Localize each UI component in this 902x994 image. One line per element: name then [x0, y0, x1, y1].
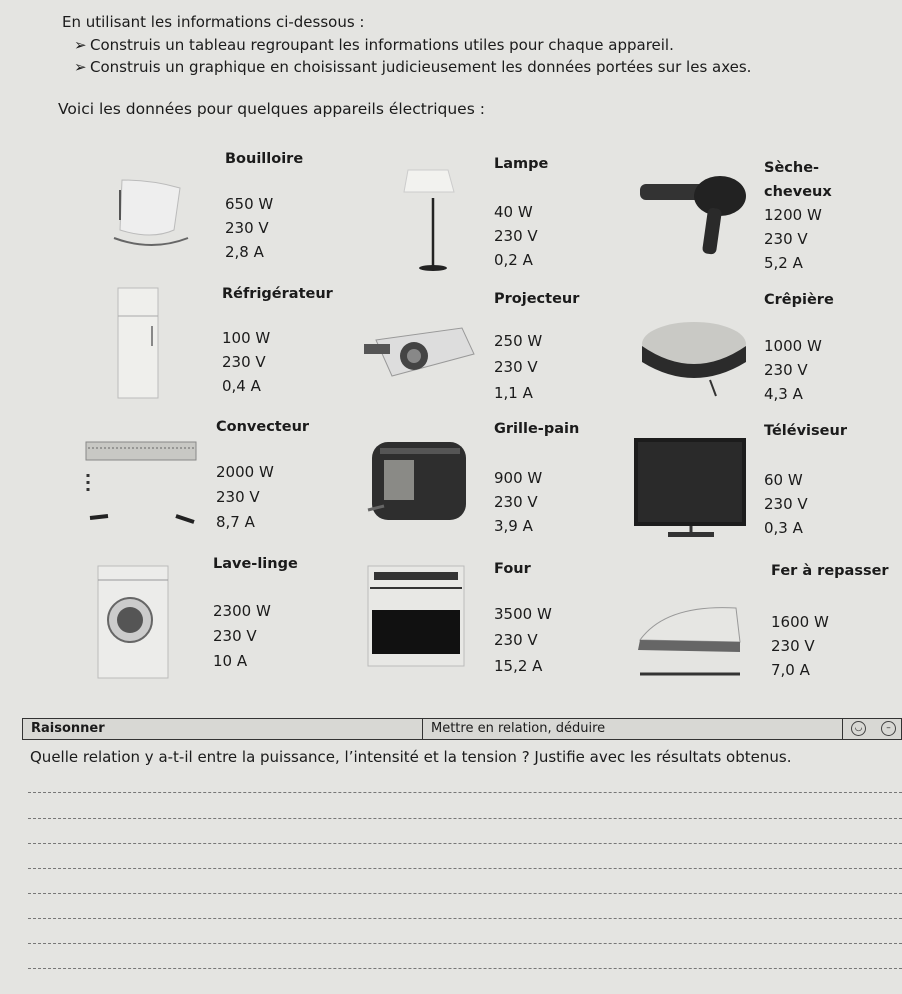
answer-line [28, 968, 902, 969]
voltage-value: 230 V [771, 637, 815, 655]
appliance-iron [771, 563, 902, 693]
skill-assessment-bar [22, 718, 902, 740]
answer-line [28, 943, 902, 944]
voltage-value: 230 V [764, 495, 808, 513]
power-value: 900 W [494, 469, 543, 487]
question-text: Quelle relation y a-t-il entre la puissance, l’intensité et la tension ? Justifie avec les résultats obtenus. [30, 748, 792, 766]
power-value: 1600 W [771, 613, 829, 631]
crepe-maker-icon [640, 318, 752, 402]
power-value: 60 W [764, 471, 803, 489]
current-value: 2,8 A [225, 243, 264, 261]
voltage-value: 230 V [216, 488, 260, 506]
answer-line [28, 792, 902, 793]
hair-dryer-icon [640, 174, 750, 268]
current-value: 4,3 A [764, 385, 803, 403]
current-value: 0,4 A [222, 377, 261, 395]
voltage-value: 230 V [222, 353, 266, 371]
lamp-icon [400, 168, 460, 282]
power-value: 1000 W [764, 337, 822, 355]
power-value: 2000 W [216, 463, 274, 481]
current-value: 0,3 A [764, 519, 803, 537]
power-value: 650 W [225, 195, 274, 213]
appliance-television [764, 423, 902, 553]
appliance-crepe-maker [764, 292, 902, 422]
voltage-value: 230 V [764, 361, 808, 379]
appliance-name: Fer à repasser [771, 563, 889, 579]
data-intro-sentence: Voici les données pour quelques appareils électriques : [58, 100, 485, 118]
current-value: 3,9 A [494, 517, 533, 535]
smiley-neutral-icon: – [881, 721, 896, 736]
power-value: 250 W [494, 332, 543, 350]
skill-label: Raisonner [23, 719, 423, 739]
iron-icon [636, 598, 746, 682]
arrow-bullet-icon: ➢ [74, 58, 87, 76]
voltage-value: 230 V [494, 631, 538, 649]
television-icon [634, 436, 749, 550]
answer-line [28, 818, 902, 819]
voltage-value: 230 V [494, 358, 538, 376]
power-value: 40 W [494, 203, 533, 221]
current-value: 1,1 A [494, 384, 533, 402]
power-value: 100 W [222, 329, 271, 347]
appliance-name: Réfrigérateur [222, 286, 333, 302]
current-value: 5,2 A [764, 254, 803, 272]
voltage-value: 230 V [764, 230, 808, 248]
power-value: 3500 W [494, 605, 552, 623]
skill-description: Mettre en relation, déduire [423, 719, 843, 739]
washing-machine-icon [96, 562, 176, 686]
instruction-bullet-2: ➢ Construis un graphique en choisissant judicieusement les données portées sur les axes. [74, 58, 752, 76]
heater-icon [84, 438, 199, 532]
fridge-icon [116, 286, 166, 405]
answer-line [28, 918, 902, 919]
appliance-name: Lave-linge [213, 556, 298, 572]
appliance-name: Four [494, 561, 531, 577]
instruction-bullet-1: ➢ Construis un tableau regroupant les informations utiles pour chaque appareil. [74, 36, 674, 54]
answer-line [28, 868, 902, 869]
voltage-value: 230 V [494, 493, 538, 511]
voltage-value: 230 V [213, 627, 257, 645]
smiley-happy-icon: ◡ [851, 721, 866, 736]
power-value: 2300 W [213, 602, 271, 620]
power-value: 1200 W [764, 206, 822, 224]
answer-line [28, 843, 902, 844]
current-value: 7,0 A [771, 661, 810, 679]
projector-icon [362, 320, 482, 386]
voltage-value: 230 V [494, 227, 538, 245]
instructions-intro: En utilisant les informations ci-dessous : [62, 13, 365, 31]
voltage-value: 230 V [225, 219, 269, 237]
appliance-name: Crêpière [764, 292, 834, 308]
appliance-name: Grille-pain [494, 421, 580, 437]
oven-icon [366, 562, 466, 676]
appliance-name: Convecteur [216, 419, 310, 435]
appliance-name: Téléviseur [764, 423, 847, 439]
appliance-name: Bouilloire [225, 151, 304, 167]
current-value: 10 A [213, 652, 248, 670]
current-value: 15,2 A [494, 657, 543, 675]
appliance-name: Sèche- [764, 160, 820, 176]
appliance-hair-dryer [764, 160, 902, 290]
appliance-name-line2: cheveux [764, 184, 832, 200]
kettle-icon [112, 160, 192, 254]
current-value: 8,7 A [216, 513, 255, 531]
current-value: 0,2 A [494, 251, 533, 269]
appliance-name: Lampe [494, 156, 549, 172]
answer-line [28, 893, 902, 894]
appliance-name: Projecteur [494, 291, 580, 307]
toaster-icon [364, 436, 474, 530]
arrow-bullet-icon: ➢ [74, 36, 87, 54]
